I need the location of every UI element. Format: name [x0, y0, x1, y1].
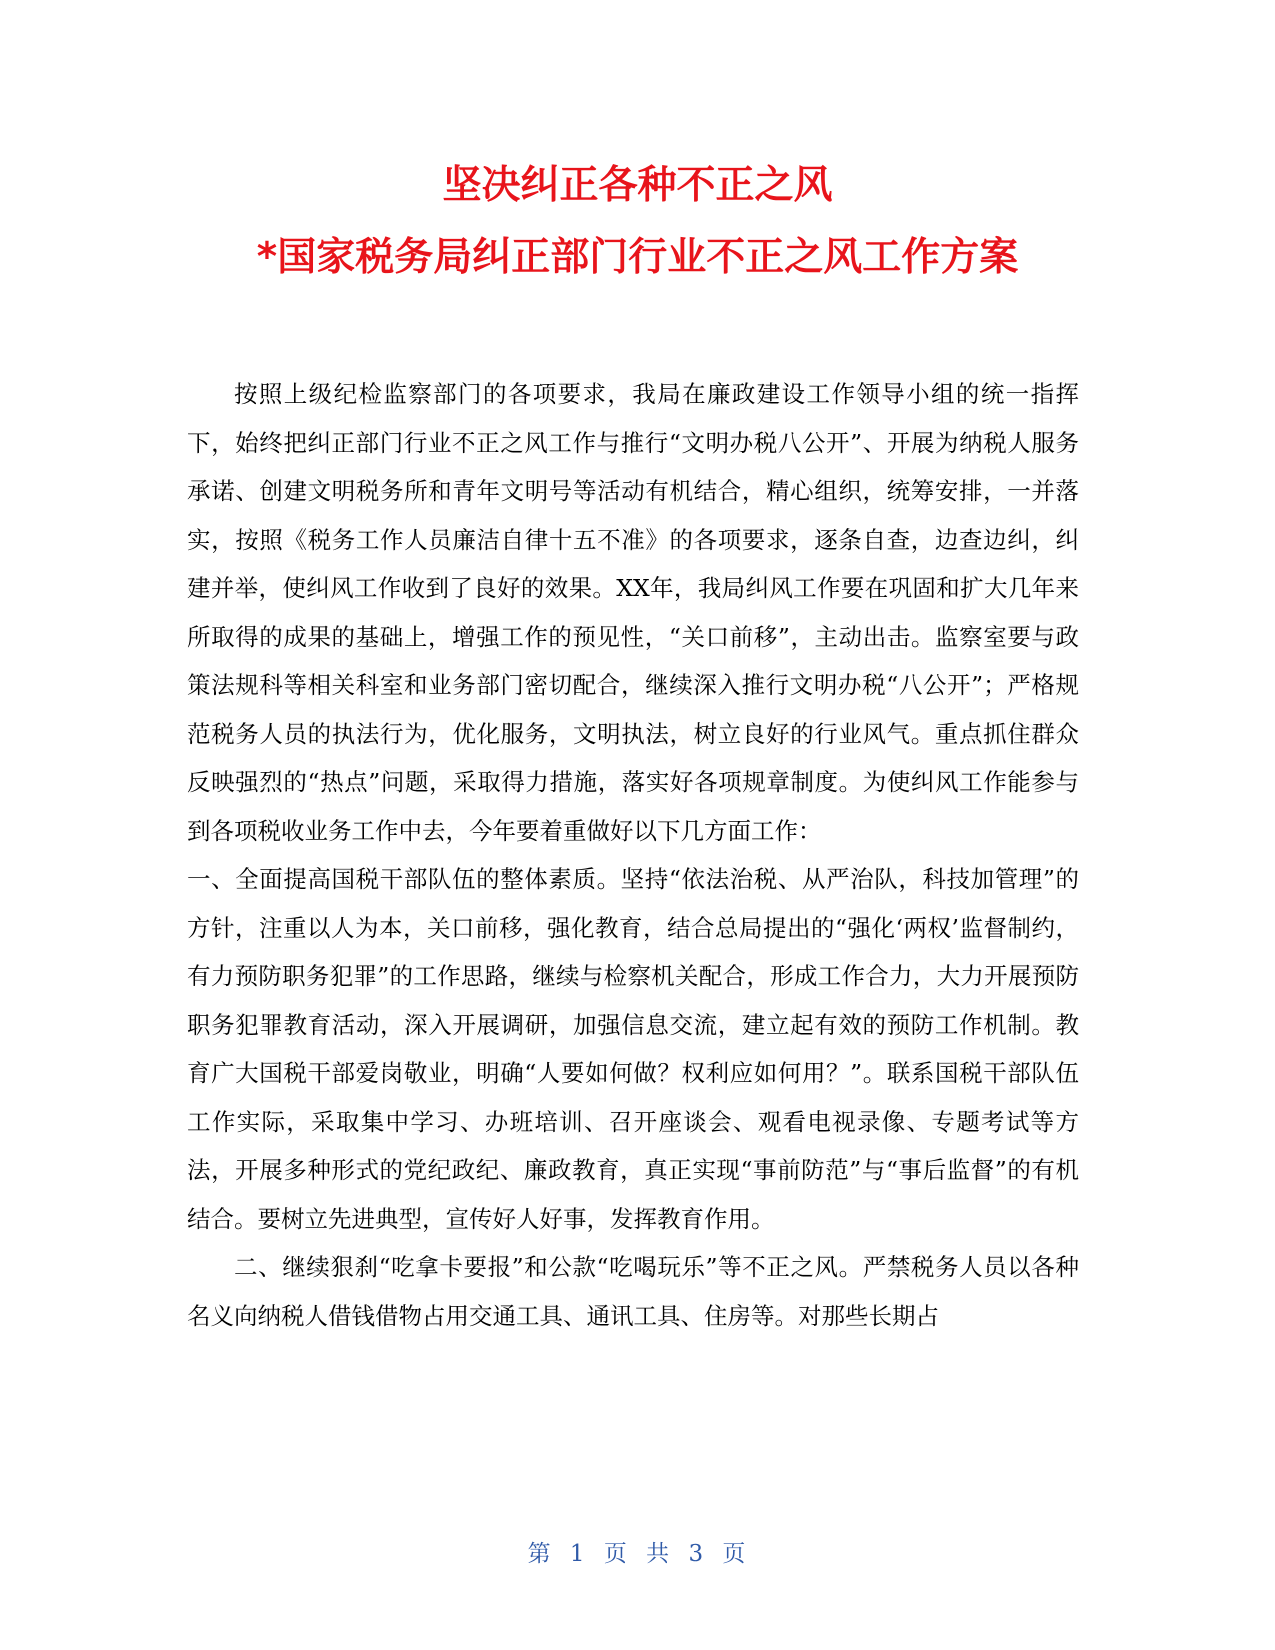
title-line-1: 坚决纠正各种不正之风: [442, 163, 833, 208]
document-body: [187, 370, 1079, 1340]
paragraph-section-1: 一、全面提高国税干部队伍的整体素质。坚持“依法治税、从严治队，科技加管理”的方针，注重以人为本，关口前移，强化教育，结合总局提出的“强化‘两权’监督制约，有力预防职务犯罪”的工作思路，继续与检察机关配合，形成工作合力，大力开展预防职务犯罪教育活动，深入开展调研，加强信息交流，建立起有效的预防工作机制。教育广大国税干部爱岗敬业，明确“人要如何做？权利应如何用？”。联系国税干部队伍工作实际，采取集中学习、办班培训、召开座谈会、观看电视录像、专题考试等方法，开展多种形式的党纪政纪、廉政教育，真正实现“事前防范”与“事后监督”的有机结合。要树立先进典型，宣传好人好事，发挥教育作用。: [187, 865, 1079, 1233]
title-line-2: *国家税务局纠正部门行业不正之风工作方案: [256, 235, 1019, 280]
page-number-footer: 第 1 页 共 3 页: [527, 1541, 748, 1567]
paragraph-section-2: 二、继续狠刹“吃拿卡要报”和公款“吃喝玩乐”等不正之风。严禁税务人员以各种名义向纳税人借钱借物占用交通工具、通讯工具、住房等。对那些长期占: [187, 1253, 1079, 1330]
paragraph-intro: 按照上级纪检监察部门的各项要求，我局在廉政建设工作领导小组的统一指挥下，始终把纠正部门行业不正之风工作与推行“文明办税八公开”、开展为纳税人服务承诺、创建文明税务所和青年文明号等活动有机结合，精心组织，统筹安排，一并落实，按照《税务工作人员廉洁自律十五不准》的各项要求，逐条自查，边查边纠，纠建并举，使纠风工作收到了良好的效果。XX年，我局纠风工作要在巩固和扩大几年来所取得的成果的基础上，增强工作的预见性，“关口前移”，主动出击。监察室要与政策法规科等相关科室和业务部门密切配合，继续深入推行文明办税“八公开”；严格规范税务人员的执法行为，优化服务，文明执法，树立良好的行业风气。重点抓住群众反映强烈的“热点”问题，采取得力措施，落实好各项规章制度。为使纠风工作能参与到各项税收业务工作中去，今年要着重做好以下几方面工作：: [187, 380, 1079, 845]
document-title: [0, 150, 1275, 294]
